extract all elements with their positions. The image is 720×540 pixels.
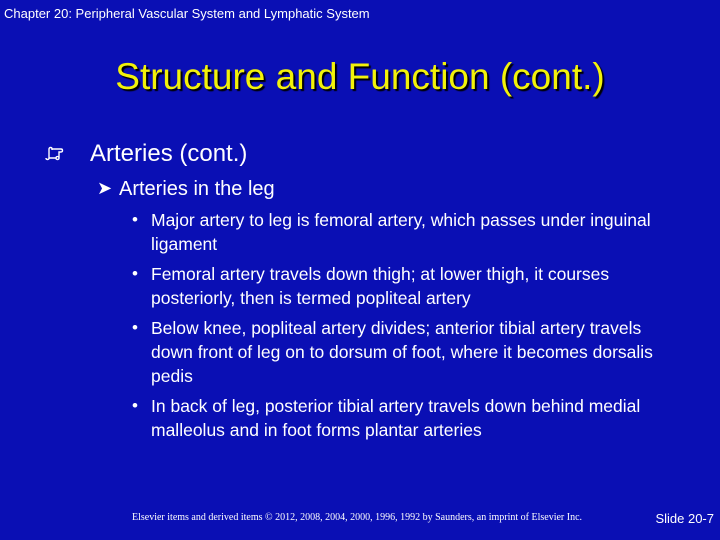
scroll-icon xyxy=(44,146,64,162)
slide-title: Structure and Function (cont.) xyxy=(115,56,605,97)
level2-text: Arteries in the leg xyxy=(119,178,275,200)
arrowhead-icon: ➤ xyxy=(97,178,113,198)
list-item-text: Major artery to leg is femoral artery, which passes under inguinal ligament xyxy=(151,210,651,254)
slide-number: Slide 20-7 xyxy=(655,511,714,526)
list-item xyxy=(129,262,659,310)
bullet-dot-icon: • xyxy=(132,396,138,415)
list-item xyxy=(129,394,659,442)
list-item-text: Below knee, popliteal artery divides; anterior tibial artery travels down front of leg on to dorsum of foot, where it becomes dorsalis pedis xyxy=(151,318,653,386)
list-item-text: Femoral artery travels down thigh; at lower thigh, it courses posteriorly, then is termed popliteal artery xyxy=(151,264,610,308)
bullet-dot-icon: • xyxy=(132,318,138,337)
list-item xyxy=(129,316,659,388)
level1-text: Arteries (cont.) xyxy=(90,140,248,167)
list-item-text: In back of leg, posterior tibial artery travels down behind medial malleolus and in foot forms plantar arteries xyxy=(151,396,641,440)
chapter-header: Chapter 20: Peripheral Vascular System and Lymphatic System xyxy=(4,6,370,21)
list-item xyxy=(129,208,659,256)
bullet-dot-icon: • xyxy=(132,210,138,229)
level3-list xyxy=(129,208,659,448)
bullet-dot-icon: • xyxy=(132,264,138,283)
copyright-notice: Elsevier items and derived items © 2012, 2008, 2004, 2000, 1996, 1992 by Saunders, an imprint of Elsevier Inc. xyxy=(132,512,583,523)
